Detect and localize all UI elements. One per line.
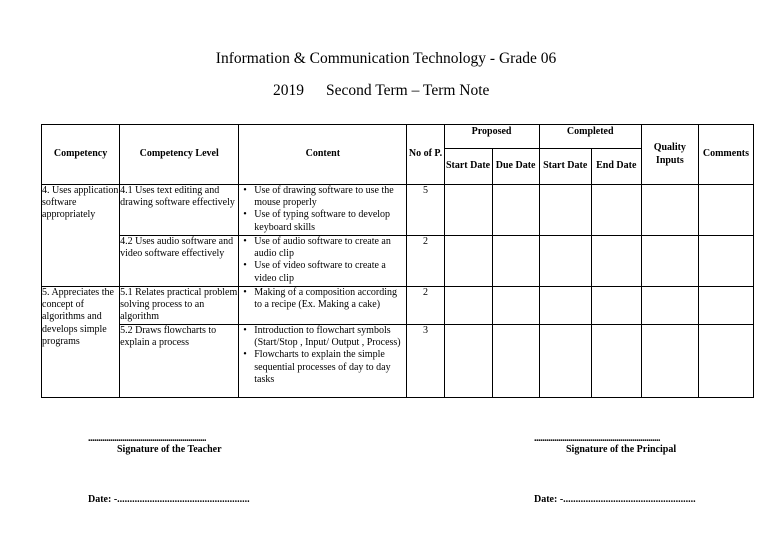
- teacher-date-field: Date: -.....................................................: [88, 494, 250, 505]
- term-plan-table: [41, 124, 754, 398]
- principal-signature-label: Signature of the Principal: [566, 444, 677, 455]
- header-content: Content: [239, 125, 407, 185]
- header-completed-start-date: Start Date: [539, 149, 591, 185]
- comments-cell: [698, 236, 753, 287]
- periods-cell: 5: [407, 185, 444, 236]
- date-cell: [539, 185, 591, 236]
- date-cell: [492, 325, 539, 398]
- header-completed: Completed: [539, 125, 641, 149]
- header-quality-inputs: Quality Inputs: [641, 125, 698, 185]
- date-cell: [591, 185, 641, 236]
- date-cell: [444, 325, 492, 398]
- table-row: [42, 325, 754, 398]
- date-cell: [444, 185, 492, 236]
- date-cell: [492, 236, 539, 287]
- header-no-of-periods: No of P.: [407, 125, 444, 185]
- date-cell: [444, 236, 492, 287]
- header-competency-level: Competency Level: [120, 125, 239, 185]
- document-title: Information & Communication Technology - Grade 06: [215, 50, 557, 67]
- content-item: • Use of typing software to develop keyboard skills: [254, 209, 406, 233]
- quality-inputs-cell: [641, 287, 698, 325]
- date-cell: [492, 287, 539, 325]
- table-row: [42, 185, 754, 236]
- header-proposed-start-date: Start Date: [444, 149, 492, 185]
- comments-cell: [698, 287, 753, 325]
- header-proposed: Proposed: [444, 125, 539, 149]
- term-line: [273, 82, 489, 100]
- principal-date-field: Date: -.....................................................: [534, 494, 696, 505]
- content-item: • Introduction to flowchart symbols (Start/Stop , Input/ Output , Process): [254, 325, 406, 349]
- periods-cell: 3: [407, 325, 444, 398]
- competency-level-cell: 5.1 Relates practical problem solving process to an algorithm: [120, 287, 239, 325]
- competency-cell: 4. Uses application software appropriately: [42, 185, 120, 287]
- table-row: [42, 236, 754, 287]
- competency-level-cell: 5.2 Draws flowcharts to explain a process: [120, 325, 239, 398]
- header-comments: Comments: [698, 125, 753, 185]
- content-item: • Flowcharts to explain the simple sequential processes of day to day tasks: [254, 349, 406, 386]
- comments-cell: [698, 325, 753, 398]
- date-cell: [591, 325, 641, 398]
- content-item: • Use of audio software to create an audio clip: [254, 236, 406, 260]
- date-cell: [539, 325, 591, 398]
- term: Second Term – Term Note: [326, 82, 490, 99]
- date-cell: [591, 236, 641, 287]
- date-cell: [444, 287, 492, 325]
- comments-cell: [698, 185, 753, 236]
- periods-cell: 2: [407, 287, 444, 325]
- content-cell: [239, 325, 407, 398]
- header-completed-end-date: End Date: [591, 149, 641, 185]
- teacher-signature-line: ...........................................................: [88, 433, 206, 444]
- quality-inputs-cell: [641, 185, 698, 236]
- table-row: [42, 287, 754, 325]
- date-cell: [539, 236, 591, 287]
- date-cell: [492, 185, 539, 236]
- teacher-signature-label: Signature of the Teacher: [117, 444, 222, 455]
- date-cell: [591, 287, 641, 325]
- content-cell: [239, 287, 407, 325]
- principal-signature-line: ...............................................................: [534, 433, 660, 444]
- periods-cell: 2: [407, 236, 444, 287]
- content-item: • Use of video software to create a video clip: [254, 260, 406, 284]
- quality-inputs-cell: [641, 325, 698, 398]
- competency-cell: 5. Appreciates the concept of algorithms and develops simple programs: [42, 287, 120, 398]
- content-item: • Use of drawing software to use the mouse properly: [254, 185, 406, 209]
- header-competency: Competency: [42, 125, 120, 185]
- content-cell: [239, 236, 407, 287]
- content-item: • Making of a composition according to a recipe (Ex. Making a cake): [254, 287, 406, 311]
- header-proposed-due-date: Due Date: [492, 149, 539, 185]
- content-cell: [239, 185, 407, 236]
- competency-level-cell: 4.2 Uses audio software and video software effectively: [120, 236, 239, 287]
- year: 2019: [273, 82, 304, 99]
- date-cell: [539, 287, 591, 325]
- quality-inputs-cell: [641, 236, 698, 287]
- competency-level-cell: 4.1 Uses text editing and drawing software effectively: [120, 185, 239, 236]
